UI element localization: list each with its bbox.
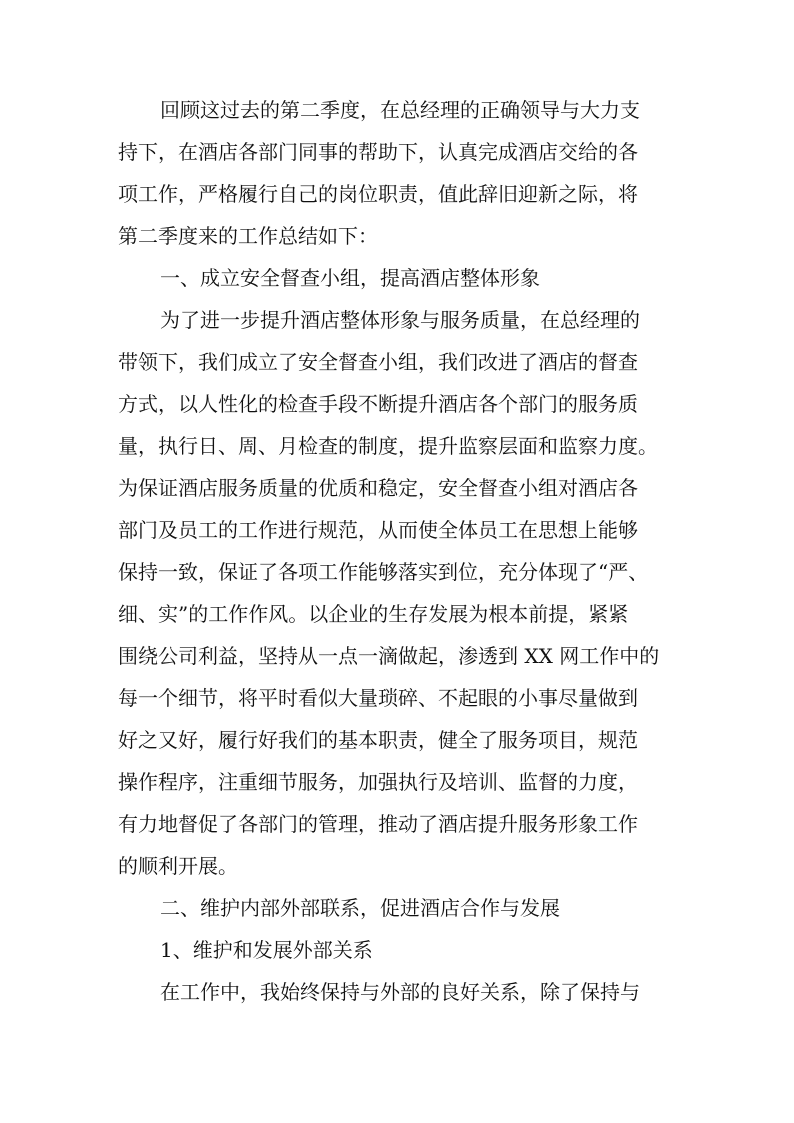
paragraph-1-line-1: 回顾这过去的第二季度，在总经理的正确领导与大力支 bbox=[160, 98, 640, 122]
paragraph-2-line-14: 的顺利开展。 bbox=[118, 854, 238, 878]
paragraph-2-line-6: 部门及员工的工作进行规范，从而使全体员工在思想上能够 bbox=[118, 518, 638, 542]
section-heading-1: 一、成立安全督查小组，提高酒店整体形象 bbox=[160, 266, 540, 290]
paragraph-2-line-3: 方式，以人性化的检查手段不断提升酒店各个部门的服务质 bbox=[118, 392, 638, 416]
paragraph-2-line-1: 为了进一步提升酒店整体形象与服务质量，在总经理的 bbox=[160, 308, 640, 332]
subsection-heading-1: 1、维护和发展外部关系 bbox=[160, 938, 373, 962]
paragraph-2-line-11: 好之又好，履行好我们的基本职责，健全了服务项目，规范 bbox=[118, 728, 638, 752]
paragraph-2-line-7: 保持一致，保证了各项工作能够落实到位，充分体现了“严、 bbox=[118, 560, 649, 584]
paragraph-2-line-8: 细、实”的工作作风。以企业的生存发展为根本前提，紧紧 bbox=[118, 602, 629, 626]
paragraph-2-line-5: 为保证酒店服务质量的优质和稳定，安全督查小组对酒店各 bbox=[118, 476, 638, 500]
paragraph-2-line-2: 带领下，我们成立了安全督查小组，我们改进了酒店的督查 bbox=[118, 350, 638, 374]
paragraph-2-line-10: 每一个细节，将平时看似大量琐碎、不起眼的小事尽量做到 bbox=[118, 686, 638, 710]
paragraph-2-line-13: 有力地督促了各部门的管理，推动了酒店提升服务形象工作 bbox=[118, 812, 638, 836]
paragraph-3-line-1: 在工作中，我始终保持与外部的良好关系，除了保持与 bbox=[160, 980, 640, 1004]
paragraph-2-line-9: 围绕公司利益，坚持从一点一滴做起，渗透到 XX 网工作中的 bbox=[118, 644, 660, 668]
paragraph-2-line-12: 操作程序，注重细节服务，加强执行及培训、监督的力度， bbox=[118, 770, 638, 794]
paragraph-1-line-3: 项工作，严格履行自己的岗位职责，值此辞旧迎新之际，将 bbox=[118, 182, 638, 206]
section-heading-2: 二、维护内部外部联系，促进酒店合作与发展 bbox=[160, 896, 560, 920]
paragraph-1-line-4: 第二季度来的工作总结如下： bbox=[118, 224, 378, 248]
paragraph-1-line-2: 持下，在酒店各部门同事的帮助下，认真完成酒店交给的各 bbox=[118, 140, 638, 164]
paragraph-2-line-4: 量，执行日、周、月检查的制度，提升监察层面和监察力度。 bbox=[118, 434, 658, 458]
